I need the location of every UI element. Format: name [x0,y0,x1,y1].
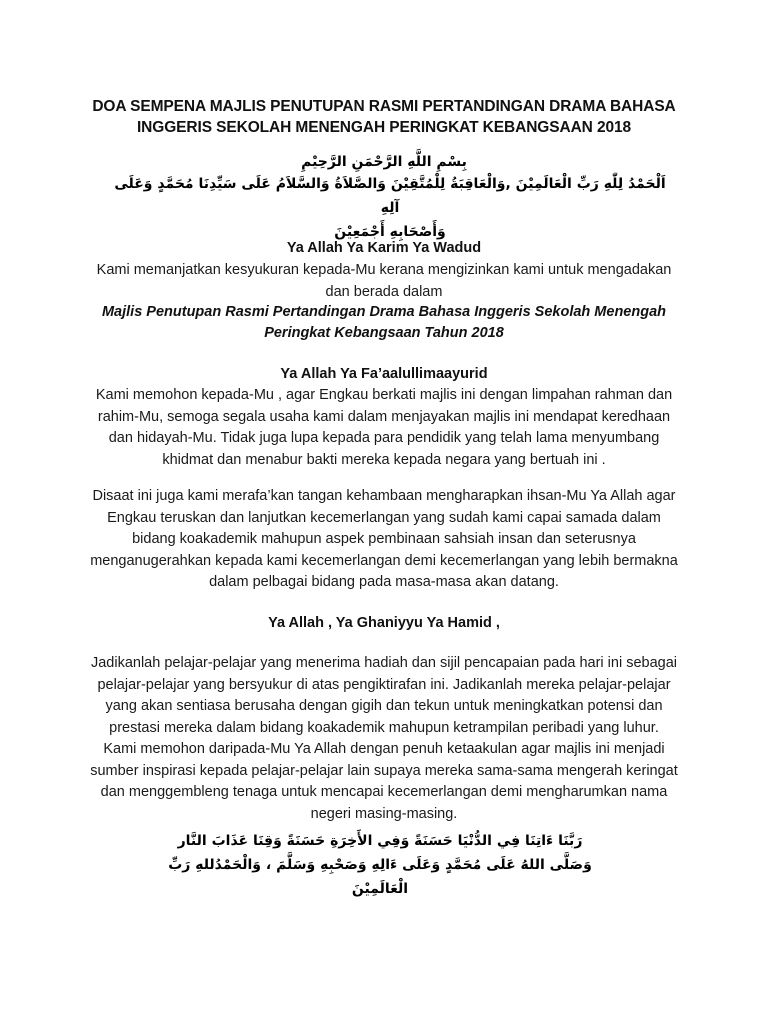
paragraph-line: prestasi mereka dalam bidang koakademik mahupun ketrampilan peribadi yang luhur. [109,719,659,736]
section-karim-paragraph [90,260,678,303]
event-name-emphasis [90,302,678,344]
paragraph-line: rahim-Mu, semoga segala usaha kami dalam menjayakan majlis ini mendapat keredhaan [97,408,671,425]
arabic-opening-praise [110,172,670,244]
section-heading-karim: Ya Allah Ya Karim Ya Wadud [286,240,482,256]
paragraph-line: dan menggembleng tenaga untuk mencapai kecemerlangan demi mengharumkan nama [100,784,668,800]
title-line-2: INGGERIS SEKOLAH MENENGAH PERINGKAT KEBANGSAAN 2018 [136,119,632,136]
section-heading-ghaniyyu: Ya Allah , Ya Ghaniyyu Ya Hamid , [268,615,500,631]
paragraph-line: Jadikanlah pelajar-pelajar yang menerima hadiah dan sijil pencapaian pada hari ini sebagai [90,655,678,671]
arabic-opening-line-1: اَلْحَمْدُ لِلّٰهِ رَبِّ الْعَالَمِيْنَ ,وَالْعَاقِبَةُ لِلْمُتَّقِيْنَ وَالصَّلاَةُ وَالسَّلاَمُ عَلَى سَيِّدِنَا مُحَمَّدٍ وَعَلَى آلِهِ [114,176,666,216]
paragraph-line: bidang koakademik mahupun aspek pembinaan sahsiah insan dan seterusnya [132,531,636,547]
paragraph-line: dalam pelbagai bidang pada masa-masa akan datang. [209,574,559,590]
paragraph-line: Disaat ini juga kami merafa’kan tangan kehambaan mengharapkan ihsan-Mu Ya Allah agar [92,488,676,504]
title-line-1: DOA SEMPENA MAJLIS PENUTUPAN RASMI PERTANDINGAN DRAMA BAHASA [92,98,676,115]
section-faaal-paragraph-2 [90,486,678,594]
paragraph-line: Engkau teruskan dan lanjutkan kecemerlangan yang sudah kami capai samada dalam [107,509,661,526]
section-ghaniyyu-paragraph [90,653,678,825]
paragraph-line: dan berada dalam [325,283,443,300]
paragraph-line: dan hidayah-Mu. Tidak juga lupa kepada para pendidik yang telah lama menyumbang [108,430,660,446]
paragraph-line: pelajar-pelajar yang bersyukur di atas pengiktirafan ini. Jadikanlah mereka pelajar-pelajar [97,676,671,693]
section-faaal-paragraph-1 [90,385,678,471]
paragraph-line: sumber inspirasi kepada pelajar-pelajar lain supaya mereka sama-sama mengerah keringat [90,762,678,779]
emphasis-line: Peringkat Kebangsaan Tahun 2018 [264,325,504,341]
arabic-bismillah: بِسْمِ اللَّهِ الرَّحْمَنِ الرَّحِيْمِ [301,154,467,170]
paragraph-line: Kami memohon kepada-Mu , agar Engkau berkati majlis ini dengan limpahan rahman dan [95,387,673,403]
arabic-opening-line-2: وَأَصْحَابِهِ أَجْمَعِيْنَ [334,224,446,240]
paragraph-line: yang akan sentiasa berusaha dengan gigih dan tekun untuk meningkatkan potensi dan [105,698,663,714]
arabic-closing-line-2: وَصَلَّى اللهُ عَلَى مُحَمَّدٍ وَعَلَى ءَالِهِ وَصَحْبِهِ وَسَلَّمَ ، وَالْحَمْدُللهِ رَبِّ الْعَالَمِيْنَ [168,857,592,897]
paragraph-line: negeri masing-masing. [310,805,458,822]
paragraph-line: khidmat dan menabur bakti mereka kepada negara yang bertuah ini . [162,451,606,468]
emphasis-line: Majlis Penutupan Rasmi Pertandingan Drama Bahasa Inggeris Sekolah Menengah [101,304,667,320]
arabic-closing-line-1: رَبَّنَا ءَاتِنَا فِي الدُّنْيَا حَسَنَةً وَفِي الأَخِرَةِ حَسَنَةً وَقِنَا عَذَابَ النَّار [177,833,583,849]
section-heading-faaalullimaayurid: Ya Allah Ya Fa’aalullimaayurid [280,366,488,382]
paragraph-line: Kami memohon daripada-Mu Ya Allah dengan penuh ketaakulan agar majlis ini menjadi [103,741,665,757]
paragraph-line: Kami memanjatkan kesyukuran kepada-Mu kerana mengizinkan kami untuk mengadakan [96,262,672,278]
arabic-closing-prayer [150,829,610,901]
paragraph-line: menganugerahkan kepada kami kecemerlangan demi kecemerlangan yang lebih bermakna [90,552,678,569]
document-title [90,96,678,138]
